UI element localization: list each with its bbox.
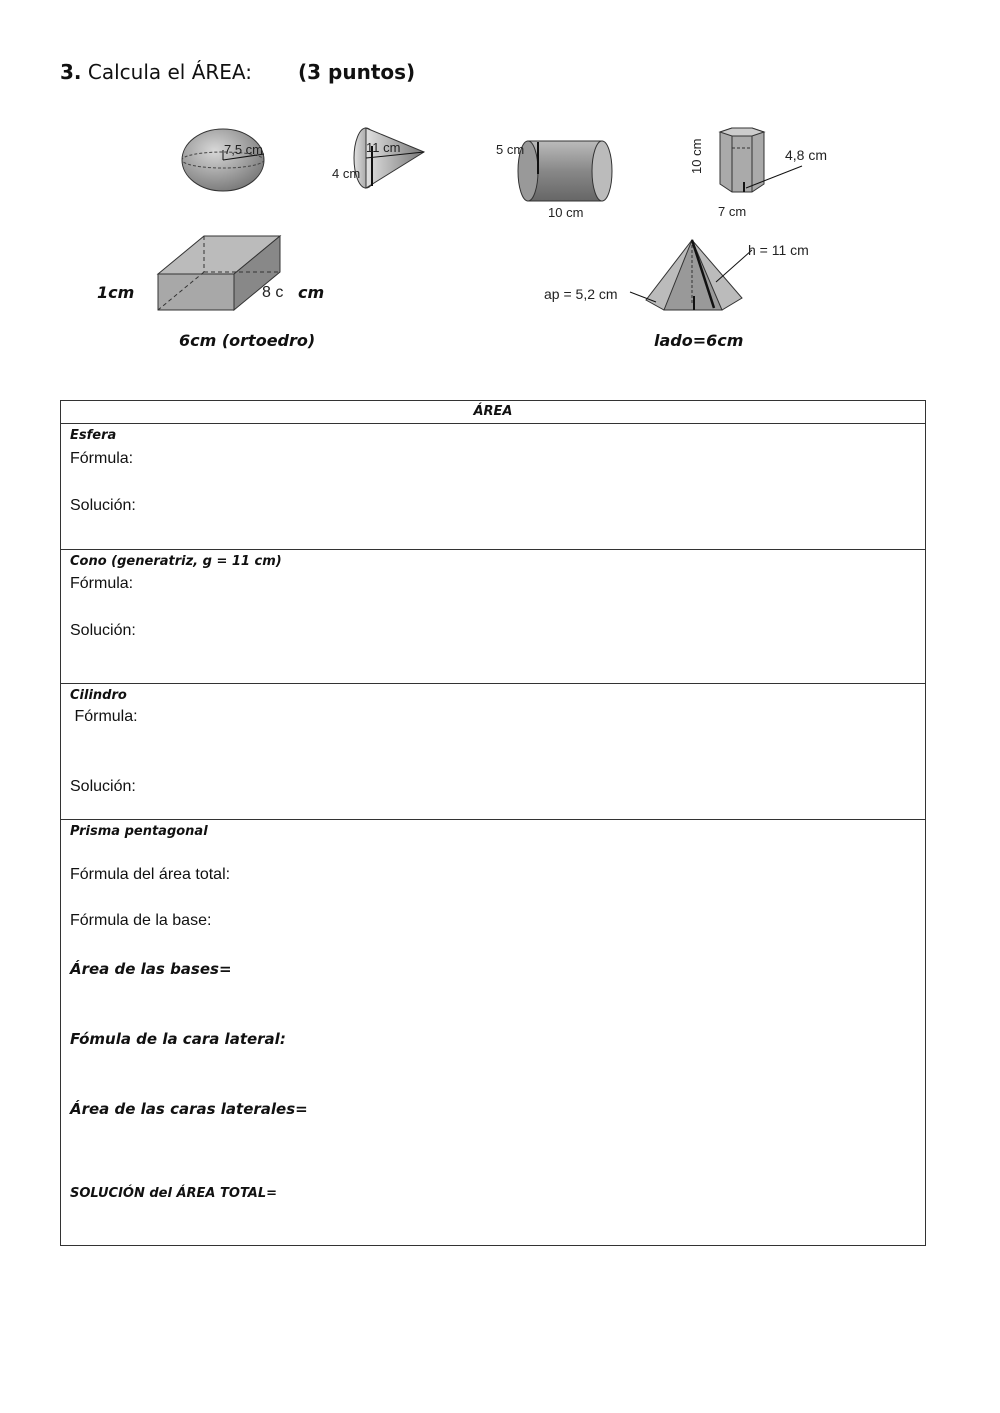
cuboid-caption: 6cm (ortoedro) bbox=[179, 331, 316, 350]
prisma-bases-area-label: Área de las bases= bbox=[70, 960, 232, 978]
cilindro-solution-label: Solución: bbox=[70, 778, 136, 795]
prism-side-label: 7 cm bbox=[718, 204, 747, 219]
sphere-figure bbox=[180, 128, 270, 194]
section-cono[interactable] bbox=[61, 550, 925, 684]
prisma-lateral-formula-label: Fómula de la cara lateral: bbox=[70, 1030, 286, 1048]
prisma-lateral-area-label: Área de las caras laterales= bbox=[70, 1100, 308, 1118]
prisma-formula-base-label: Fórmula de la base: bbox=[70, 912, 212, 929]
section-cilindro[interactable] bbox=[61, 684, 925, 820]
exercise-points: (3 puntos) bbox=[298, 60, 416, 84]
esfera-solution-label: Solución: bbox=[70, 497, 136, 514]
esfera-formula-label: Fórmula: bbox=[70, 450, 134, 467]
section-prisma-title: Prisma pentagonal bbox=[70, 824, 208, 839]
pyramid-caption: lado=6cm bbox=[654, 331, 744, 350]
sphere-radius-label: 7,5 cm bbox=[224, 142, 264, 157]
cuboid-depth-label: 8 c bbox=[262, 284, 284, 301]
pyramid-height-label: h = 11 cm bbox=[748, 242, 809, 258]
section-cono-title: Cono (generatriz, g = 11 cm) bbox=[70, 554, 282, 569]
cylinder-length-label: 10 cm bbox=[548, 205, 584, 220]
cono-formula-label: Fórmula: bbox=[70, 575, 134, 592]
area-table bbox=[60, 400, 926, 1246]
pyramid-apothem-label: ap = 5,2 cm bbox=[544, 286, 618, 302]
section-prisma[interactable] bbox=[61, 820, 925, 1245]
cylinder-radius-label: 5 cm bbox=[496, 142, 525, 157]
cone-slant-label: 11 cm bbox=[366, 140, 401, 155]
cylinder-figure bbox=[518, 140, 614, 202]
cuboid-depth-unit: cm bbox=[298, 283, 325, 302]
prisma-total-solution-label: SOLUCIÓN del ÁREA TOTAL= bbox=[70, 1186, 278, 1201]
prism-apothem-label: 4,8 cm bbox=[785, 147, 828, 163]
prism-height-label: 10 cm bbox=[689, 138, 704, 174]
pyramid-apothem-pointer bbox=[628, 290, 658, 306]
prism-apothem-pointer bbox=[744, 164, 804, 190]
section-esfera[interactable] bbox=[61, 424, 925, 550]
cone-figure bbox=[350, 128, 430, 192]
area-table-header: ÁREA bbox=[61, 401, 925, 424]
exercise-instruction: Calcula el ÁREA: bbox=[87, 60, 252, 84]
cone-radius-label: 4 cm bbox=[332, 166, 361, 181]
section-cilindro-title: Cilindro bbox=[70, 688, 127, 703]
cilindro-formula-label: Fórmula: bbox=[70, 708, 138, 725]
section-esfera-title: Esfera bbox=[70, 428, 117, 443]
cuboid-height-label: 1cm bbox=[97, 283, 135, 302]
prisma-formula-total-label: Fórmula del área total: bbox=[70, 866, 231, 883]
exercise-title bbox=[60, 60, 416, 84]
cono-solution-label: Solución: bbox=[70, 622, 136, 639]
exercise-number: 3. bbox=[60, 60, 82, 84]
